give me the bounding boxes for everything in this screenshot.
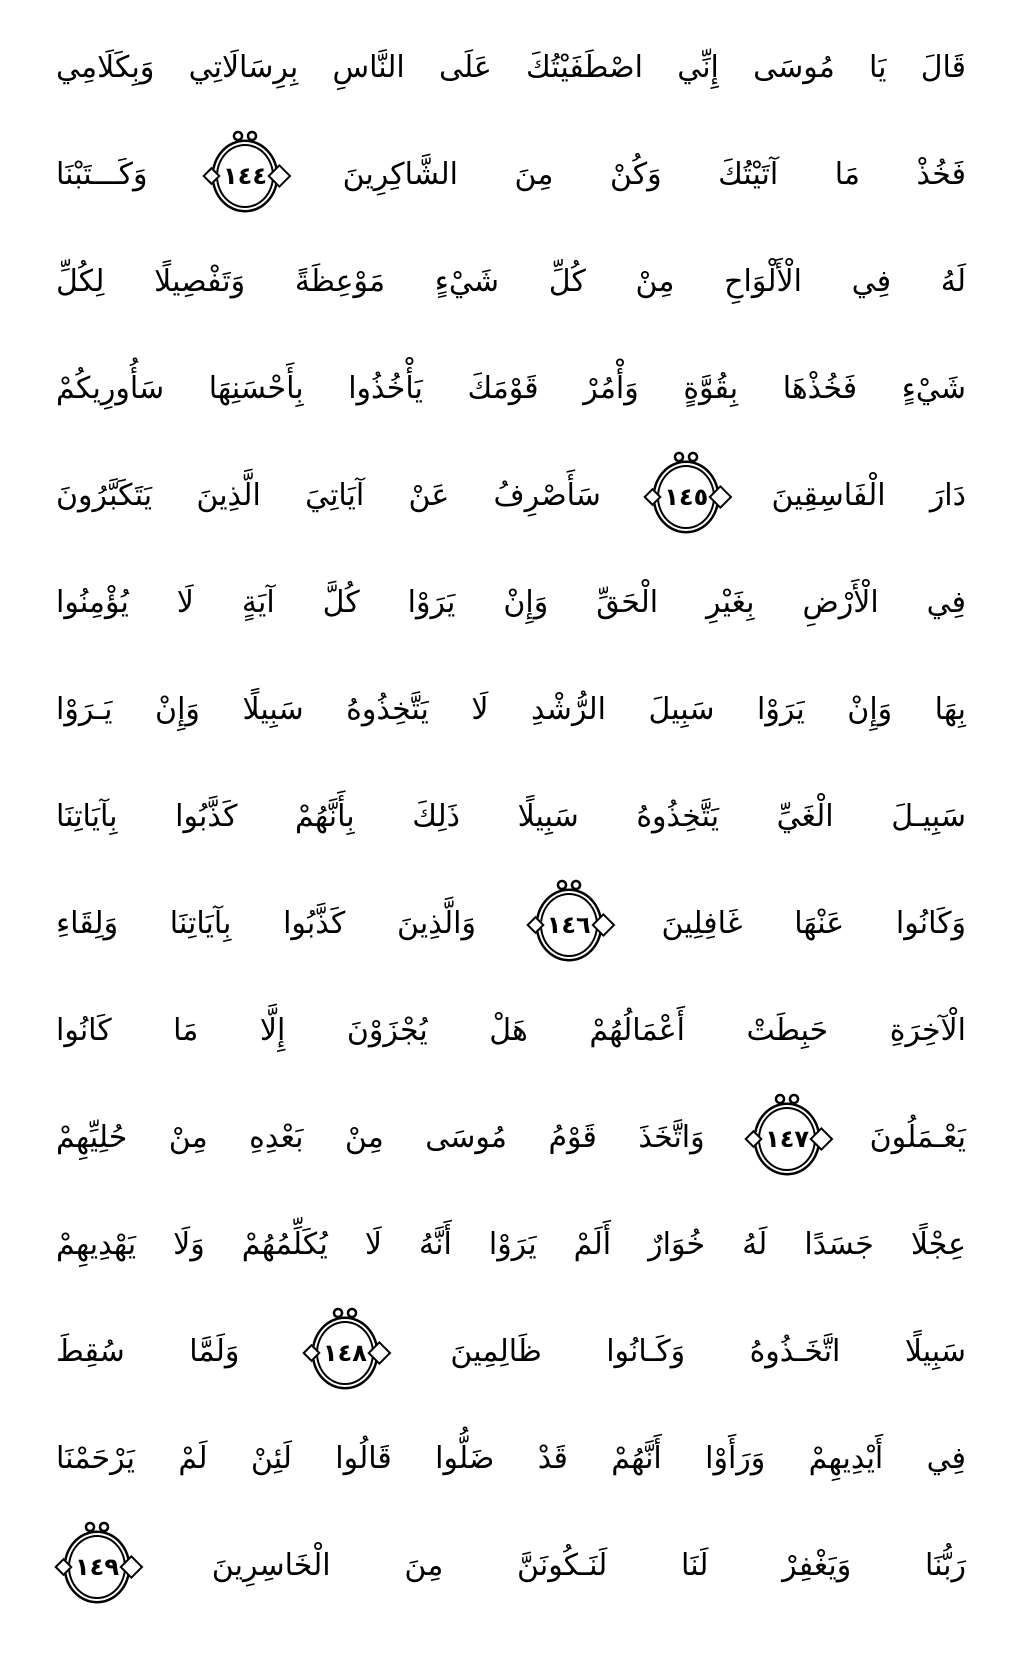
ayah-text: وَكَـــتَبْنَا — [56, 157, 148, 192]
verse-end-medallion — [657, 465, 715, 529]
quran-line — [56, 763, 966, 870]
quran-line — [56, 549, 966, 656]
quran-line — [56, 1298, 966, 1405]
verse-number: ١٤٩ — [75, 1552, 119, 1581]
verse-number: ١٤٧ — [765, 1124, 810, 1153]
quran-line — [56, 870, 966, 977]
quran-line — [56, 228, 966, 335]
ayah-text: بِهَا وَإِنْ يَرَوْا سَبِيلَ الرُّشْدِ لَا يَتَّخِذُوهُ سَبِيلًا وَإِنْ يَـرَوْا — [56, 692, 966, 727]
verse-end-medallion — [316, 1321, 374, 1385]
verse-end-medallion — [540, 893, 598, 957]
verse-number: ١٤٨ — [322, 1338, 367, 1367]
ayah-text: لَهُ فِي الْأَلْوَاحِ مِنْ كُلِّ شَيْءٍ مَوْعِظَةً وَتَفْصِيلًا لِكُلِّ — [56, 264, 966, 299]
quran-line — [56, 1405, 966, 1512]
ayah-text: سَبِيلًا اتَّخَـذُوهُ وَكَـانُوا ظَالِمِينَ — [450, 1334, 966, 1369]
quran-line — [56, 1191, 966, 1298]
ayah-text: سَأَصْرِفُ عَنْ آيَاتِيَ الَّذِينَ يَتَكَبَّرُونَ — [56, 478, 601, 513]
ayah-text: فِي الْأَرْضِ بِغَيْرِ الْحَقِّ وَإِنْ يَرَوْا كُلَّ آيَةٍ لَا يُؤْمِنُوا — [56, 585, 966, 620]
ayah-text: رَبُّنَا وَيَغْفِرْ لَنَا لَنَـكُونَنَّ مِنَ الْخَاسِرِينَ — [211, 1548, 966, 1583]
ayah-text: فَخُذْ مَا آتَيْتُكَ وَكُنْ مِنَ الشَّاكِرِينَ — [342, 157, 966, 192]
quran-line — [56, 656, 966, 763]
quran-line — [56, 121, 966, 228]
verse-number: ١٤٦ — [546, 910, 591, 939]
quran-text-block — [56, 14, 966, 1619]
quran-line — [56, 442, 966, 549]
ayah-text: وَالَّذِينَ كَذَّبُوا بِآيَاتِنَا وَلِقَاءِ — [56, 906, 476, 941]
ayah-text: الْآخِرَةِ حَبِطَتْ أَعْمَالُهُمْ هَلْ يُجْزَوْنَ إِلَّا مَا كَانُوا — [56, 1013, 966, 1048]
verse-number: ١٤٥ — [664, 482, 709, 511]
ayah-text: شَيْءٍ فَخُذْهَا بِقُوَّةٍ وَأْمُرْ قَوْمَكَ يَأْخُذُوا بِأَحْسَنِهَا سَأُورِيكُمْ — [56, 371, 966, 406]
quran-line — [56, 1084, 966, 1191]
ayah-text: دَارَ الْفَاسِقِينَ — [771, 478, 967, 513]
quran-line — [56, 14, 966, 121]
ayah-text: عِجْلًا جَسَدًا لَهُ خُوَارٌ أَلَمْ يَرَوْا أَنَّهُ لَا يُكَلِّمُهُمْ وَلَا يَهْدِيهِمْ — [56, 1227, 966, 1262]
ayah-text: سَبِيـلَ الْغَيِّ يَتَّخِذُوهُ سَبِيلًا ذَلِكَ بِأَنَّهُمْ كَذَّبُوا بِآيَاتِنَا — [56, 799, 966, 834]
verse-end-medallion — [216, 144, 274, 208]
ayah-text: وَاتَّخَذَ قَوْمُ مُوسَى مِنْ بَعْدِهِ مِنْ حُلِيِّهِمْ — [56, 1120, 705, 1155]
ayah-text: فِي أَيْدِيهِمْ وَرَأَوْا أَنَّهُمْ قَدْ ضَلُّوا قَالُوا لَئِنْ لَمْ يَرْحَمْنَا — [56, 1441, 966, 1476]
quran-line — [56, 977, 966, 1084]
ayah-text: وَكَانُوا عَنْهَا غَافِلِينَ — [661, 906, 966, 941]
verse-end-medallion — [68, 1535, 126, 1599]
quran-line — [56, 1512, 966, 1619]
quran-line — [56, 335, 966, 442]
ayah-text: وَلَمَّا سُقِطَ — [56, 1334, 240, 1369]
ayah-text: يَعْـمَلُونَ — [869, 1120, 966, 1155]
ayah-text: قَالَ يَا مُوسَى إِنِّي اصْطَفَيْتُكَ عَلَى النَّاسِ بِرِسَالَاتِي وَبِكَلَامِي — [56, 50, 966, 85]
verse-end-medallion — [758, 1107, 816, 1171]
verse-number: ١٤٤ — [223, 161, 267, 190]
